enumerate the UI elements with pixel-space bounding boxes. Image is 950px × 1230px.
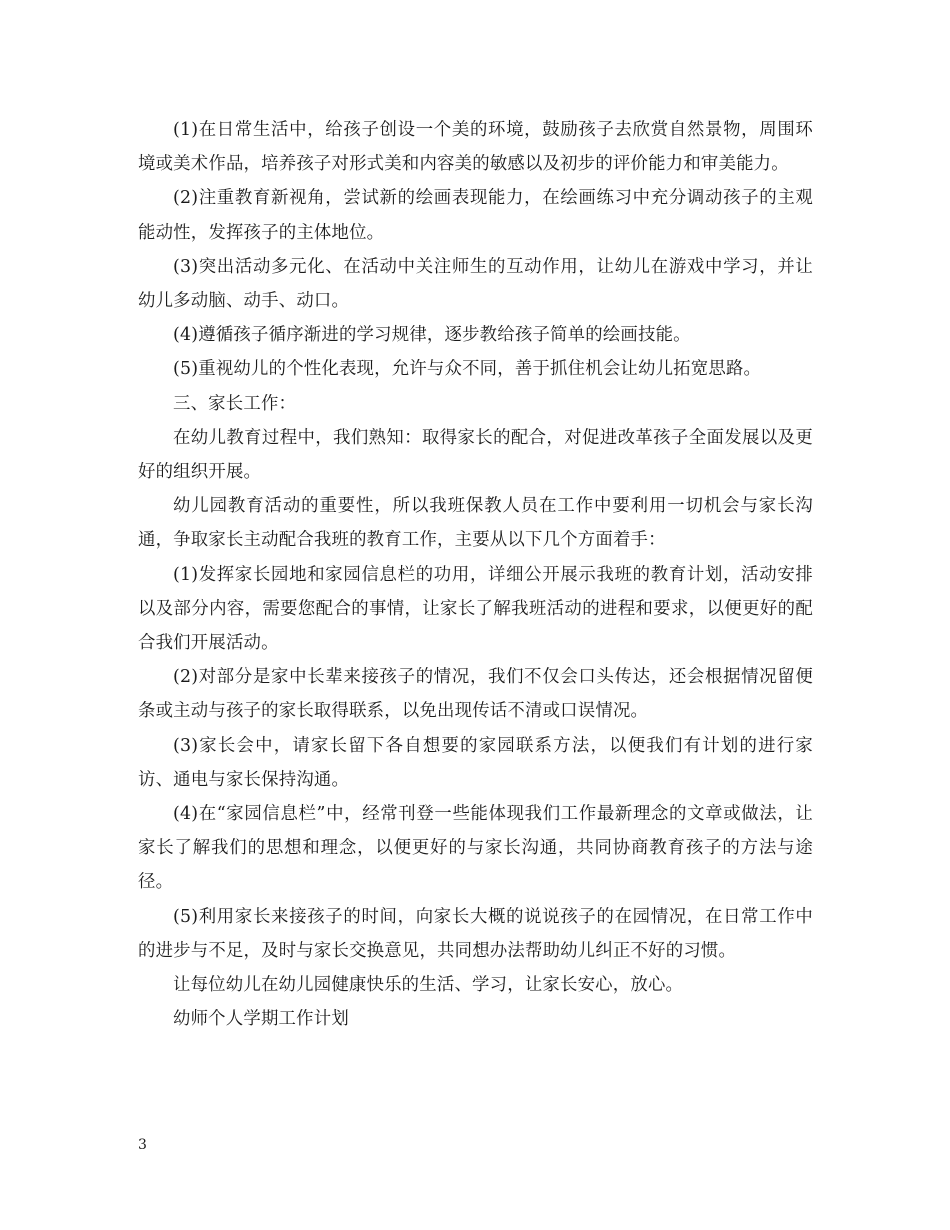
paragraph-pickup-time: (5)利用家长来接孩子的时间，向家长大概的说说孩子的在园情况，在日常工作中的进步与不足，及时与家长交换意见，共同想办法帮助幼儿纠正不好的习惯。 [138, 906, 813, 961]
section-heading-parent-work: 三、家长工作： [173, 393, 297, 414]
paragraph-learning-rules: (4)遵循孩子循序渐进的学习规律，逐步教给孩子简单的绘画技能。 [173, 325, 691, 346]
paragraph-parent-communication: 幼儿园教育活动的重要性，所以我班保教人员在工作中要利用一切机会与家长沟通，争取家长主动配合我班的教育工作，主要从以下几个方面着手： [138, 496, 813, 551]
paragraph-elder-pickup: (2)对部分是家中长辈来接孩子的情况，我们不仅会口头传达，还会根据情况留便条或主动与孩子的家长取得联系，以免出现传话不清或口误情况。 [138, 667, 813, 722]
paragraph-parent-cooperation: 在幼儿教育过程中，我们熟知：取得家长的配合，对促进改革孩子全面发展以及更好的组织开展。 [138, 427, 813, 483]
paragraph-parent-meeting: (3)家长会中，请家长留下各自想要的家园联系方法，以便我们有计划的进行家访、通电与家长保持沟通。 [138, 735, 813, 790]
paragraph-next-title: 幼师个人学期工作计划 [173, 1009, 349, 1030]
document-body [138, 113, 813, 1036]
paragraph-diverse-activities: (3)突出活动多元化、在活动中关注师生的互动作用，让幼儿在游戏中学习，并让幼儿多动脑、动手、动口。 [138, 256, 813, 312]
paragraph-parent-bulletin: (1)发挥家长园地和家园信息栏的功用，详细公开展示我班的教育计划，活动安排以及部分内容，需要您配合的事情，让家长了解我班活动的进程和要求，以便更好的配合我们开展活动。 [138, 564, 813, 654]
paragraph-info-column: (4)在“家园信息栏”中，经常刊登一些能体现我们工作最新理念的文章或做法，让家长了解我们的思想和理念，以便更好的与家长沟通，共同协商教育孩子的方法与途径。 [138, 804, 813, 893]
paragraph-new-perspective: (2)注重教育新视角，尝试新的绘画表现能力，在绘画练习中充分调动孩子的主观能动性，发挥孩子的主体地位。 [138, 188, 813, 243]
paragraph-individuality: (5)重视幼儿的个性化表现，允许与众不同，善于抓住机会让幼儿拓宽思路。 [173, 359, 762, 380]
paragraph-closing: 让每位幼儿在幼儿园健康快乐的生活、学习，让家长安心，放心。 [173, 975, 684, 996]
paragraph-art-environment: (1)在日常生活中，给孩子创设一个美的环境，鼓励孩子去欣赏自然景物，周围环境或美术作品，培养孩子对形式美和内容美的敏感以及初步的评价能力和审美能力。 [138, 120, 813, 175]
page-number: 3 [138, 1137, 147, 1153]
